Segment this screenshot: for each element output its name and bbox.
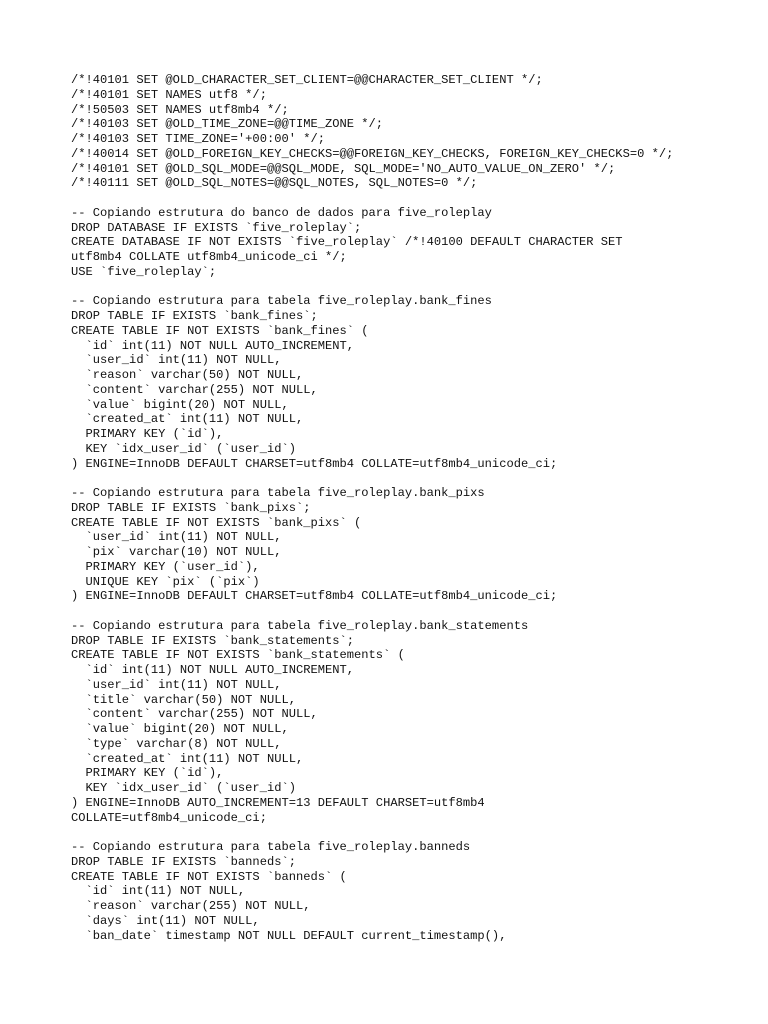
code-line: PRIMARY KEY (`id`),: [71, 766, 224, 781]
code-line: PRIMARY KEY (`id`),: [71, 427, 224, 441]
code-line: /*!40111 SET @OLD_SQL_NOTES=@@SQL_NOTES, SQL_NOTES=0 */;: [71, 176, 478, 191]
code-line: utf8mb4 COLLATE utf8mb4_unicode_ci */;: [71, 250, 347, 264]
code-line: -- Copiando estrutura para tabela five_roleplay.banneds: [71, 840, 471, 854]
code-line: DROP DATABASE IF EXISTS `five_roleplay`;: [71, 220, 362, 235]
code-line: -- Copiando estrutura para tabela five_roleplay.bank_pixs: [71, 486, 485, 500]
code-line: [71, 825, 673, 840]
code-line: UNIQUE KEY `pix` (`pix`): [71, 574, 260, 589]
code-line: `id` int(11) NOT NULL AUTO_INCREMENT,: [71, 338, 355, 353]
code-line: /*!40103 SET TIME_ZONE='+00:00' */;: [71, 132, 326, 146]
code-line: CREATE TABLE IF NOT EXISTS `banneds` (: [71, 869, 347, 884]
code-line: `ban_date` timestamp NOT NULL DEFAULT current_timestamp(),: [71, 928, 507, 943]
code-line: -- Copiando estrutura para tabela five_roleplay.bank_statements: [71, 618, 529, 633]
code-line: CREATE DATABASE IF NOT EXISTS `five_roleplay` /*!40100 DEFAULT CHARACTER SET: [71, 235, 623, 250]
code-line: KEY `idx_user_id` (`user_id`): [71, 441, 296, 456]
code-line: `created_at` int(11) NOT NULL,: [71, 751, 304, 766]
code-line: `user_id` int(11) NOT NULL,: [71, 353, 282, 368]
code-line: DROP TABLE IF EXISTS `banneds`;: [71, 854, 296, 869]
code-line: `title` varchar(50) NOT NULL,: [71, 692, 296, 707]
code-line: [71, 280, 673, 295]
code-line: ) ENGINE=InnoDB DEFAULT CHARSET=utf8mb4 COLLATE=utf8mb4_unicode_ci;: [71, 589, 558, 604]
code-line: `id` int(11) NOT NULL,: [71, 884, 246, 899]
sql-code-block: [71, 73, 673, 943]
code-line: CREATE TABLE IF NOT EXISTS `bank_fines` (: [71, 323, 369, 338]
code-line: /*!40101 SET NAMES utf8 */;: [71, 87, 267, 102]
code-line: /*!40103 SET @OLD_TIME_ZONE=@@TIME_ZONE */;: [71, 117, 384, 132]
code-line: ) ENGINE=InnoDB AUTO_INCREMENT=13 DEFAULT CHARSET=utf8mb4: [71, 795, 485, 810]
code-line: -- Copiando estrutura para tabela five_roleplay.bank_fines: [71, 294, 492, 309]
code-line: CREATE TABLE IF NOT EXISTS `bank_pixs` (: [71, 515, 362, 530]
code-line: `value` bigint(20) NOT NULL,: [71, 722, 289, 736]
code-line: CREATE TABLE IF NOT EXISTS `bank_statements` (: [71, 648, 405, 663]
code-line: `pix` varchar(10) NOT NULL,: [71, 545, 282, 559]
code-line: `id` int(11) NOT NULL AUTO_INCREMENT,: [71, 663, 355, 677]
code-line: `user_id` int(11) NOT NULL,: [71, 530, 282, 545]
code-line: /*!50503 SET NAMES utf8mb4 */;: [71, 102, 289, 117]
code-line: [71, 471, 673, 486]
code-line: /*!40014 SET @OLD_FOREIGN_KEY_CHECKS=@@FOREIGN_KEY_CHECKS, FOREIGN_KEY_CHECKS=0 */;: [71, 146, 674, 161]
code-line: ) ENGINE=InnoDB DEFAULT CHARSET=utf8mb4 COLLATE=utf8mb4_unicode_ci;: [71, 456, 558, 471]
code-line: DROP TABLE IF EXISTS `bank_statements`;: [71, 633, 355, 648]
code-line: USE `five_roleplay`;: [71, 264, 217, 279]
code-line: `user_id` int(11) NOT NULL,: [71, 677, 282, 692]
code-line: DROP TABLE IF EXISTS `bank_fines`;: [71, 309, 318, 323]
code-line: `days` int(11) NOT NULL,: [71, 913, 260, 928]
code-line: /*!40101 SET @OLD_SQL_MODE=@@SQL_MODE, SQL_MODE='NO_AUTO_VALUE_ON_ZERO' */;: [71, 161, 616, 176]
code-line: `created_at` int(11) NOT NULL,: [71, 412, 304, 427]
code-line: `type` varchar(8) NOT NULL,: [71, 736, 282, 751]
code-line: `content` varchar(255) NOT NULL,: [71, 382, 318, 397]
code-line: KEY `idx_user_id` (`user_id`): [71, 781, 296, 795]
code-line: /*!40101 SET @OLD_CHARACTER_SET_CLIENT=@@CHARACTER_SET_CLIENT */;: [71, 73, 543, 87]
code-line: DROP TABLE IF EXISTS `bank_pixs`;: [71, 500, 311, 515]
code-line: `content` varchar(255) NOT NULL,: [71, 707, 318, 722]
code-line: PRIMARY KEY (`user_id`),: [71, 559, 260, 574]
code-line: `reason` varchar(50) NOT NULL,: [71, 368, 304, 382]
code-line: `reason` varchar(255) NOT NULL,: [71, 899, 311, 913]
code-line: -- Copiando estrutura do banco de dados para five_roleplay: [71, 205, 492, 220]
code-line: [71, 191, 673, 206]
code-line: [71, 604, 673, 619]
code-line: `value` bigint(20) NOT NULL,: [71, 397, 289, 412]
code-line: COLLATE=utf8mb4_unicode_ci;: [71, 810, 267, 825]
